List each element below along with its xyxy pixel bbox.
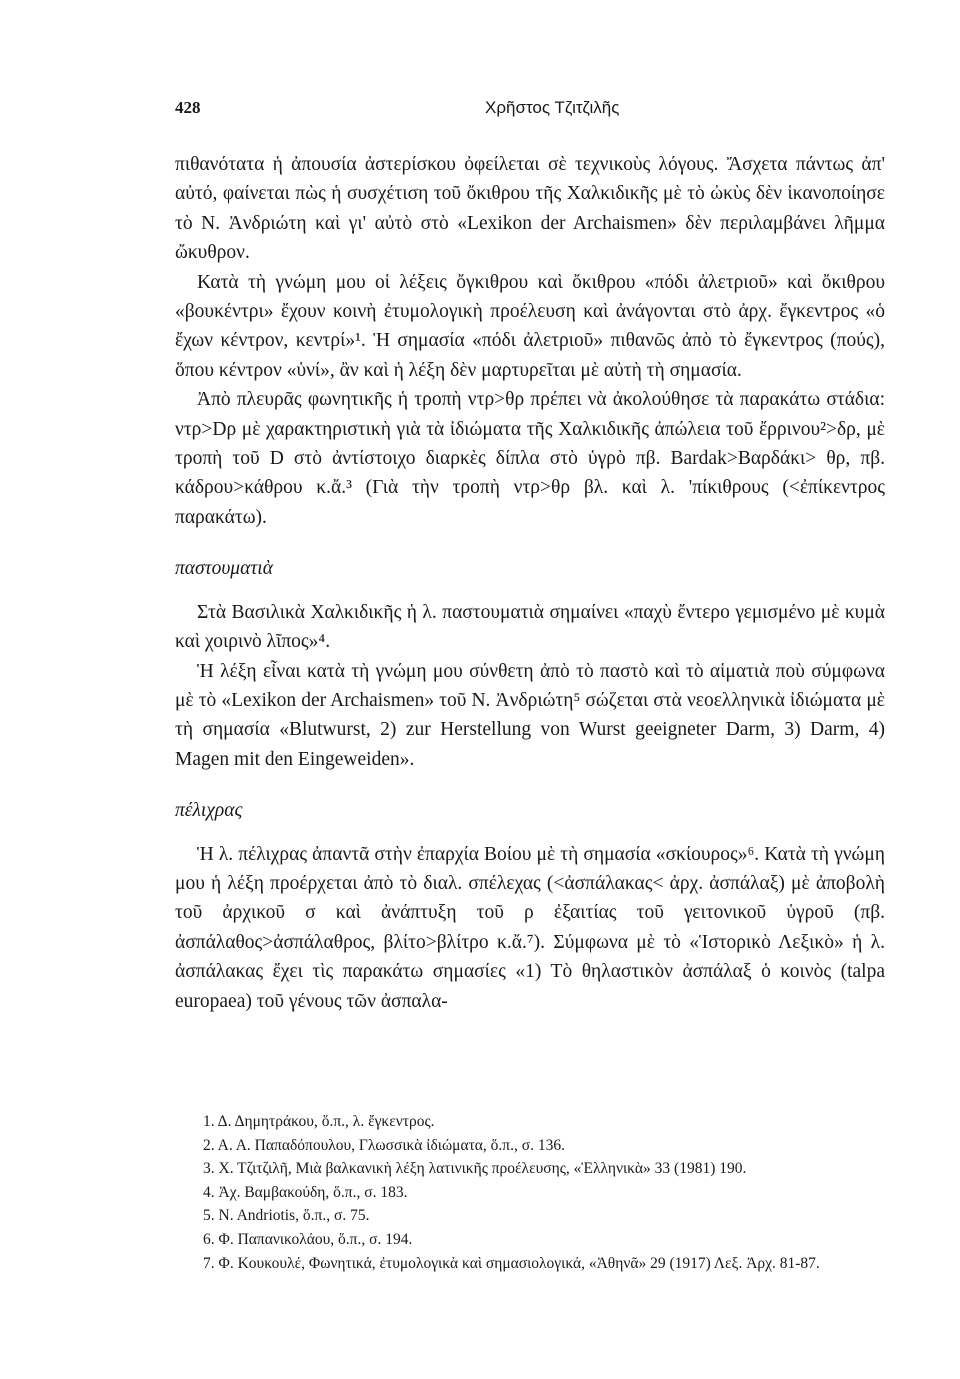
running-title: Χρῆστος Τζιτζιλῆς [485,98,620,117]
footnote-3: 3. Χ. Τζιτζιλῆ, Μιὰ βαλκανικὴ λέξη λατινικῆς προέλευσης, «Ἑλληνικὰ» 33 (1981) 190. [203,1160,747,1178]
paragraph-6: Ἡ λ. πέλιχρας ἀπαντᾶ στὴν ἐπαρχία Βοίου μὲ τὴ σημασία «σκίουρος»⁶. Κατὰ τὴ γνώμη μου ἡ λέξη προέρχεται ἀπὸ τὸ διαλ. σπέλεχας (<ἀσπάλακας< ἀρχ. ἀσπάλαξ) μὲ ἀποβολὴ τοῦ ἀρχικοῦ σ καὶ ἀνάπτυξη τοῦ ρ ἐξαιτίας τοῦ γειτονικοῦ ὑγροῦ (πβ. ἀσπάλαθος>ἀσπάλαθρος, βλίτο>βλίτρο κ.ἄ.⁷). Σύμφωνα μὲ τὸ «Ἱστορικὸ Λεξικὸ» ἡ λ. ἀσπάλακας ἔχει τὶς παρακάτω σημασίες «1) Τὸ θηλαστικὸν ἀσπάλαξ ὁ κοινὸς (talpa europaea) τοῦ γένους τῶν ἀσπαλα- [175,843,885,1012]
body-text [175,150,885,1016]
paragraph-1: πιθανότατα ἡ ἀπουσία ἀστερίσκου ὀφείλεται σὲ τεχνικοὺς λόγους. Ἄσχετα πάντως ἀπ' αὐτό, φαίνεται πὼς ἡ συσχέτιση τοῦ ὄκιθρου τῆς Χαλκιδικῆς μὲ τὸ ὠκὺς δὲν ἱκανοποίησε τὸ Ν. Ἀνδριώτη καὶ γι' αὐτὸ στὸ «Lexikon der Archaismen» δὲν περιλαμβάνει λῆμμα ὤκυθρον. [175,154,885,264]
paragraph-3: Ἀπὸ πλευρᾶς φωνητικῆς ἡ τροπὴ ντρ>θρ πρέπει νὰ ἀκολούθησε τὰ παρακάτω στάδια: ντρ>Dρ μὲ χαρακτηριστικὴ γιὰ τὰ ἰδιώματα τῆς Χαλκιδικῆς ἀπώλεια τοῦ ἔρρινου²>δρ, μὲ τροπὴ τοῦ D στὸ ἀντίστοιχο διαρκὲς δίπλα στὸ ὑγρὸ πβ. Bardak>Βαρδάκι> θρ, πβ. κάδρου>κάθρου κ.ἄ.³ (Γιὰ τὴν τροπὴ ντρ>θρ βλ. καὶ λ. 'πίκιθρους (<ἐπίκεντρος παρακάτω). [175,389,885,528]
footnote-2: 2. Α. Α. Παπαδόπουλου, Γλωσσικὰ ἰδιώματα, ὅ.π., σ. 136. [203,1136,565,1154]
paragraph-2: Κατὰ τὴ γνώμη μου οἱ λέξεις ὄγκιθρου καὶ ὄκιθρου «πόδι ἀλετριοῦ» καὶ ὄκιθρου «βουκέντρι» ἔχουν κοινὴ ἐτυμολογικὴ προέλευση καὶ ἀνάγονται στὸ ἀρχ. ἔγκεντρος «ὁ ἔχων κέντρον, κεντρί»¹. Ἡ σημασία «πόδι ἀλετριοῦ» πιθανῶς ἀπὸ τὸ ἔγκεντρος (πούς), ὅπου κέντρον «ὑνί», ἂν καὶ ἡ λέξη δὲν μαρτυρεῖται μὲ αὐτὴ τὴ σημασία. [175,271,885,381]
page-number: 428 [175,98,201,117]
footnote-1: 1. Δ. Δημητράκου, ὅ.π., λ. ἔγκεντρος. [203,1113,435,1130]
section-heading-pelichras: πέλιχρας [175,800,243,822]
footnotes [175,1110,885,1275]
page-header [175,98,875,128]
footnote-4: 4. Ἀχ. Βαμβακούδη, ὅ.π., σ. 183. [203,1183,408,1201]
paragraph-5: Ἡ λέξη εἶναι κατὰ τὴ γνώμη μου σύνθετη ἀπὸ τὸ παστὸ καὶ τὸ αἱματιὰ ποὺ σύμφωνα μὲ τὸ «Lexikon der Archaismen» τοῦ Ν. Ἀνδριώτη⁵ σώζεται στὰ νεοελληνικὰ ἰδιώματα μὲ τὴ σημασία «Blutwurst, 2) zur Herstellung von Wurst geeigneter Darm, 3) Darm, 4) Magen mit den Eingeweiden». [175,660,885,770]
footnote-6: 6. Φ. Παπανικολάου, ὅ.π., σ. 194. [203,1230,413,1248]
footnote-7: 7. Φ. Κουκουλέ, Φωνητικά, ἐτυμολογικὰ καὶ σημασιολογικά, «Ἀθηνᾶ» 29 (1917) Λεξ. Ἀρχ. 81-87. [203,1254,820,1272]
footnote-5: 5. N. Andriotis, ὅ.π., σ. 75. [203,1207,370,1225]
paragraph-4: Στὰ Βασιλικὰ Χαλκιδικῆς ἡ λ. παστουματιὰ σημαίνει «παχὺ ἔντερο γεμισμένο μὲ κυμὰ καὶ χοιρινὸ λῖπος»⁴. [175,601,885,653]
section-heading-pastoumatia: παστουματιὰ [175,558,273,580]
